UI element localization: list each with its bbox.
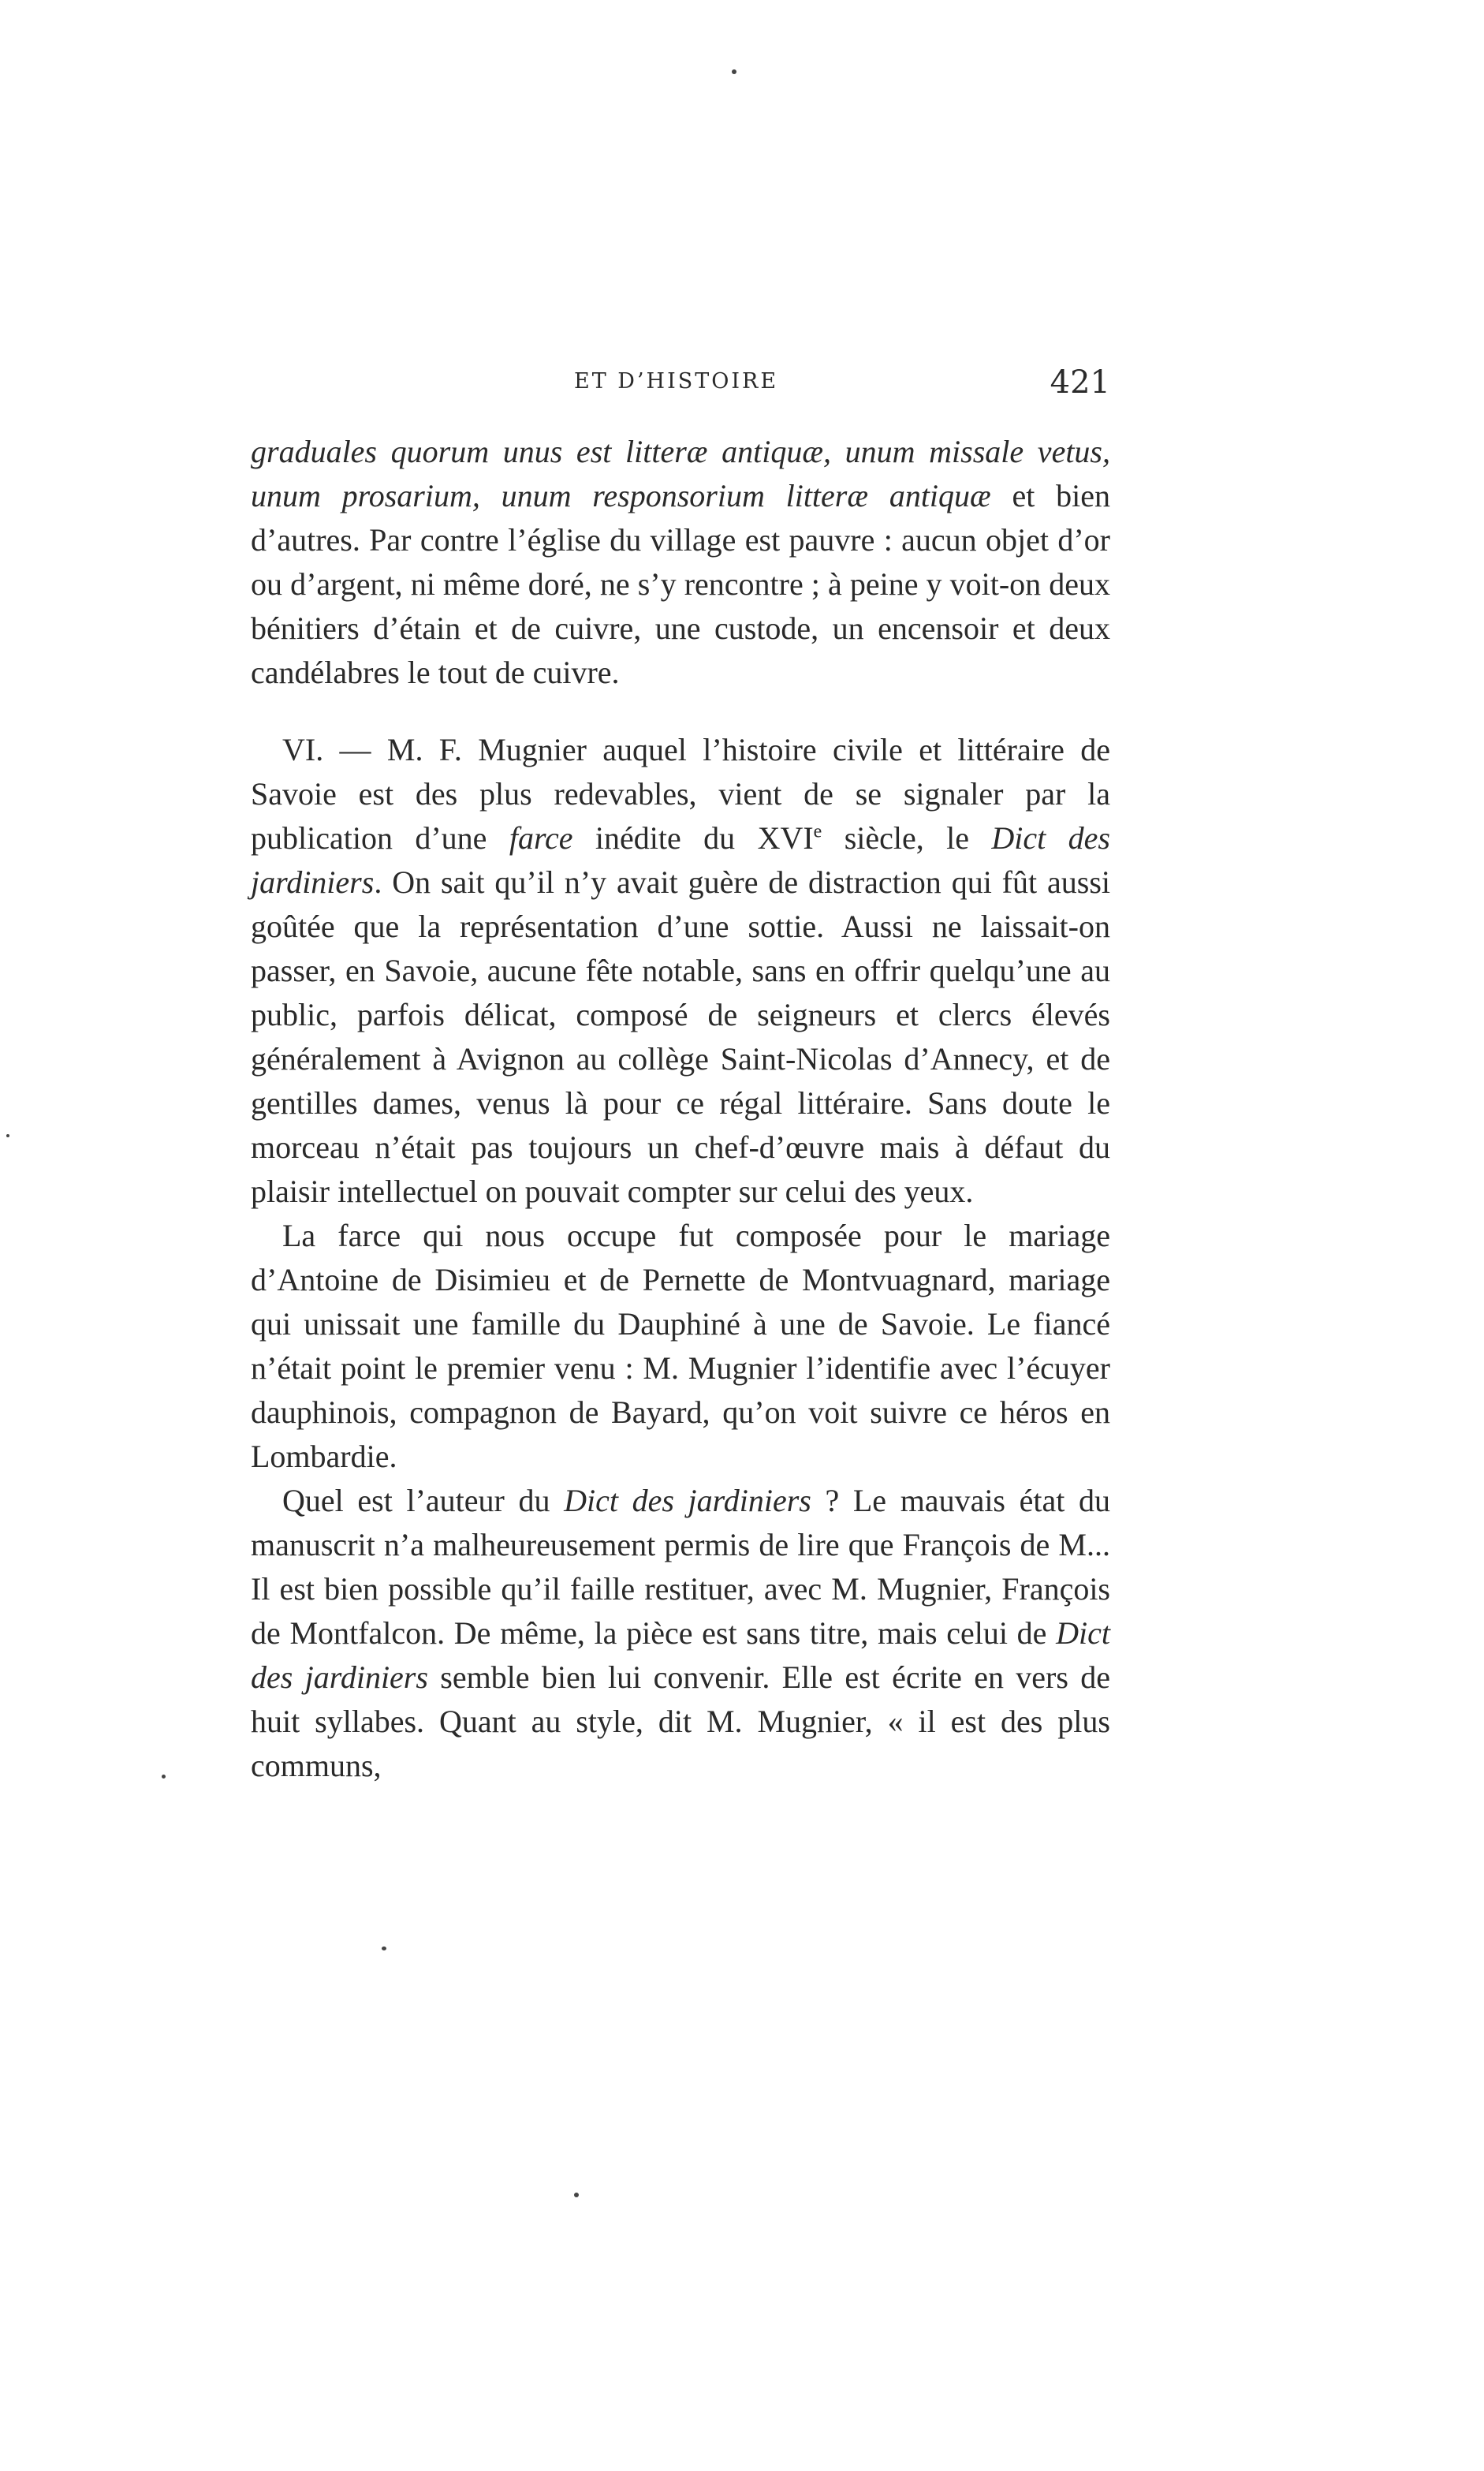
work-title: Dict des jardiniers <box>251 1615 1110 1695</box>
scan-speck <box>382 1947 386 1950</box>
body-text <box>251 430 1110 1788</box>
page-number: 421 <box>1050 364 1110 401</box>
paragraph-text: Quel est l’auteur du <box>282 1483 565 1518</box>
running-head <box>251 364 1110 412</box>
latin-quotation: graduales quorum unus est litteræ antiquæ, unum missale vetus, unum prosarium, unum responsorium litteræ antiquæ <box>251 434 1110 513</box>
paragraph-author <box>251 1479 1110 1788</box>
paragraph-text: inédite du <box>572 820 758 856</box>
paragraph-text: . On sait qu’il n’y avait guère de distraction qui fût aussi goûtée que la représentation d’une sottie. Aussi ne laissait-on passer, en Savoie, aucune fête notable, sans en offrir quelqu’une au public, parfois délicat, composé de seigneurs et clercs élevés généralement à Avignon au collège Saint-Nicolas d’Annecy, et de gentilles dames, venus là pour ce régal littéraire. Sans doute le morceau n’était pas toujours un chef-d’œuvre mais à défaut du plaisir intellectuel on pouvait compter sur celui des yeux. <box>251 864 1110 1209</box>
scan-speck <box>162 1775 166 1779</box>
work-title: Dict des jardiniers <box>251 820 1111 900</box>
century-numeral: XVI <box>757 820 814 856</box>
paragraph-text: ? Le mauvais état du manuscrit n’a malheureusement permis de lire que François de M... Il est bien possible qu’il faille restituer, avec M. Mugnier, François de Montfalcon. De même, la pièce est sans titre, mais celui de <box>251 1483 1110 1651</box>
paragraph-marriage <box>251 1214 1110 1479</box>
paragraph-text: VI. — M. F. Mugnier auquel l’histoire civile et littéraire de Savoie est des plus redevables, vient de se signaler par la publication d’une <box>251 732 1110 856</box>
paragraph-section-vi <box>251 728 1110 1214</box>
paragraph-text: siècle, le <box>822 820 992 856</box>
scan-speck <box>6 1134 9 1137</box>
scan-speck <box>732 69 736 74</box>
work-title: Dict des jardiniers <box>564 1483 811 1518</box>
scan-speck <box>574 2193 579 2197</box>
paragraph-text: et bien d’autres. Par contre l’église du village est pauvre : aucun objet d’or ou d’argent, ni même doré, ne s’y rencontre ; à peine y voit-on deux bénitiers d’étain et de cuivre, une custode, un encensoir et deux candélabres le tout de cuivre. <box>251 478 1111 690</box>
running-title: ET D’HISTOIRE <box>574 369 779 394</box>
century-superscript: e <box>813 821 822 842</box>
paragraph-text: semble bien lui convenir. Elle est écrite en vers de huit syllabes. Quant au style, dit M. Mugnier, « il est des plus communs, <box>251 1659 1110 1783</box>
italic-term: farce <box>509 820 573 856</box>
paragraph-continued-inventory <box>251 430 1110 695</box>
paragraph-text: La farce qui nous occupe fut composée pour le mariage d’Antoine de Disimieu et de Pernette de Montvuagnard, mariage qui unissait une famille du Dauphiné à une de Savoie. Le fiancé n’était point le premier venu : M. Mugnier l’identifie avec l’écuyer dauphinois, compagnon de Bayard, qu’on voit suivre ce héros en Lombardie. <box>251 1218 1110 1474</box>
